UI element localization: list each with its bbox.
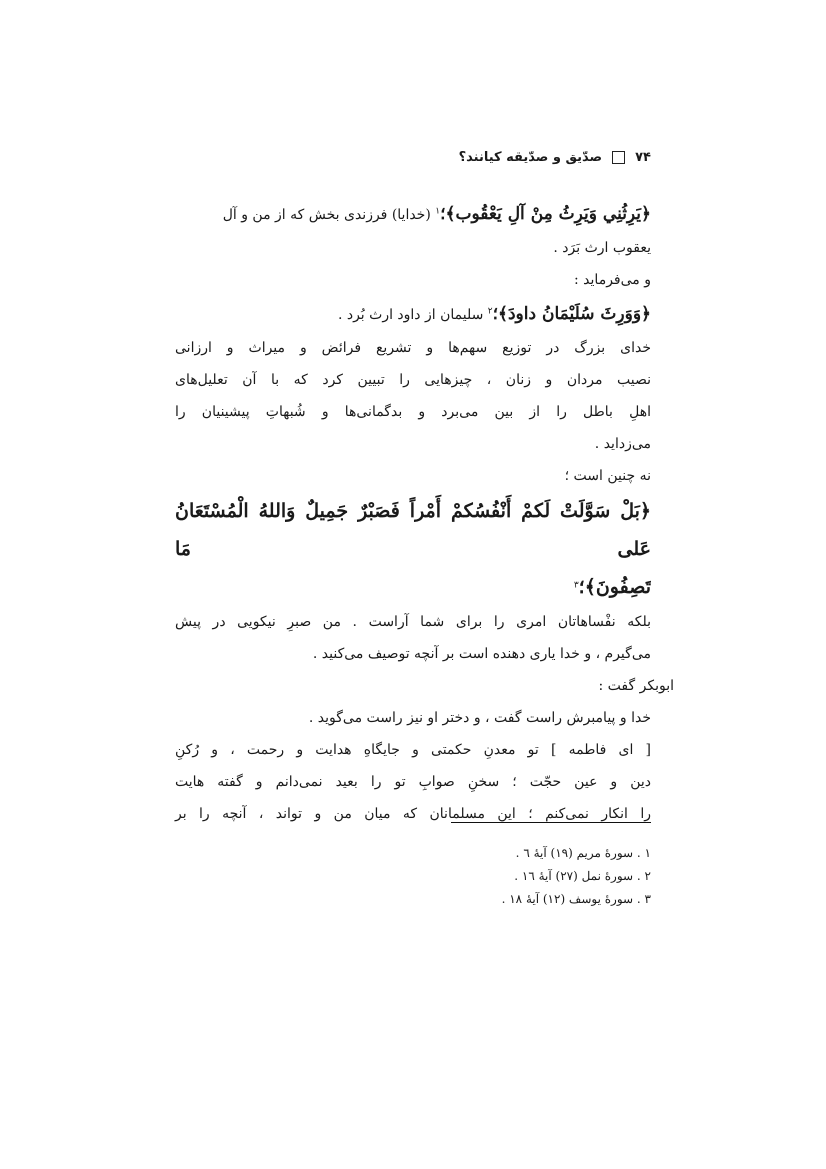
verse-3-b: تَصِفُونَ﴾؛ [578, 576, 651, 598]
verse-1-translation-a: (خدایا) فرزندی بخش که از من و آل [222, 207, 431, 223]
footnote-1: ۱ . سورهٔ مریم (۱۹) آیهٔ ٦ . [515, 846, 651, 860]
paragraph-2-line-1: خدا و پیامبرش راست گفت ، و دختر او نیز راست می‌گوید . [308, 710, 651, 726]
says-line: و می‌فرماید : [574, 272, 651, 288]
not-so-line: نه چنین است ؛ [564, 468, 651, 484]
paragraph-1-line-2: نصیب مردان و زنان ، چیزهایی را تبیین کرد که با آن تعلیل‌های [175, 372, 651, 388]
verse-3-line-a: ﴿بَلْ سَوَّلَتْ لَكمْ أَنْفُسُكمْ أَمْراً فَصَبْرٌ جَمِيلٌ وَاللهُ الْمُسْتَعَانُ عَلى مَا [175, 500, 651, 560]
paragraph-2-line-2: [ ای فاطمه ] تو معدنِ حکمتی و جایگاهِ هدایت و رحمت ، و رُکنِ [175, 742, 651, 758]
paragraph-2-line-4: را انکار نمی‌کنم ؛ این مسلمانان که میان من و تواند ، آنچه را بر [175, 806, 651, 822]
verse-1-line [175, 196, 651, 232]
verse-2-line [175, 296, 651, 332]
page-number: ۷۴ [635, 150, 651, 165]
verse-1: ﴿يَرِثُنِي وَيَرِثُ مِنْ آلِ يَعْقُوب﴾؛ [440, 204, 651, 224]
footnote-ref-2: ۲ [487, 306, 493, 317]
verse-3-line-b [175, 568, 651, 606]
header-square-icon [612, 151, 625, 164]
verse-3-translation-a: بلکه نفْساهاتان امری را برای شما آراست . من صبرِ نیکویی در پیش [175, 614, 651, 630]
verse-2: ﴿وَوَرِثَ سُلَيْمَانُ داودَ﴾؛ [492, 304, 651, 324]
body-text [175, 196, 674, 830]
abubakr-line: ابوبکر گفت : [598, 678, 674, 694]
verse-3-translation-b: می‌گیرم ، و خدا یاری دهنده است بر آنچه توصیف می‌کنید . [312, 646, 651, 662]
verse-2-translation: سلیمان از داود ارث بُرد . [337, 307, 484, 323]
paragraph-1-line-3: اهلِ باطل را از بین می‌برد و بدگمانی‌ها و شُبهاتِ پیشینیان را [175, 404, 651, 420]
footnote-3: ۳ . سورهٔ یوسف (۱۲) آیهٔ ١٨ . [501, 892, 651, 906]
paragraph-1-line-1: خدای بزرگ در توزیع سهم‌ها و تشریع فرائض و میراث و ارزانی [175, 340, 651, 356]
footnote-ref-1: ۱ [435, 206, 441, 217]
paragraph-2-line-3: دین و عین حجّت ؛ سخنِ صوابِ تو را بعید نمی‌دانم و گفته هایت [175, 774, 651, 790]
footnote-2: ۲ . سورهٔ نمل (۲۷) آیهٔ ١٦ . [514, 869, 651, 883]
verse-1-translation-b: یعقوب ارث بَرَد . [553, 240, 651, 256]
footnotes [351, 842, 651, 911]
running-header [459, 150, 651, 165]
footnote-ref-3: ۳ [573, 580, 579, 591]
footnote-divider [451, 822, 651, 823]
paragraph-1-line-4: می‌زداید . [594, 436, 651, 452]
page-title: صدّیق و صدّیقه کیانند؟ [458, 150, 603, 165]
